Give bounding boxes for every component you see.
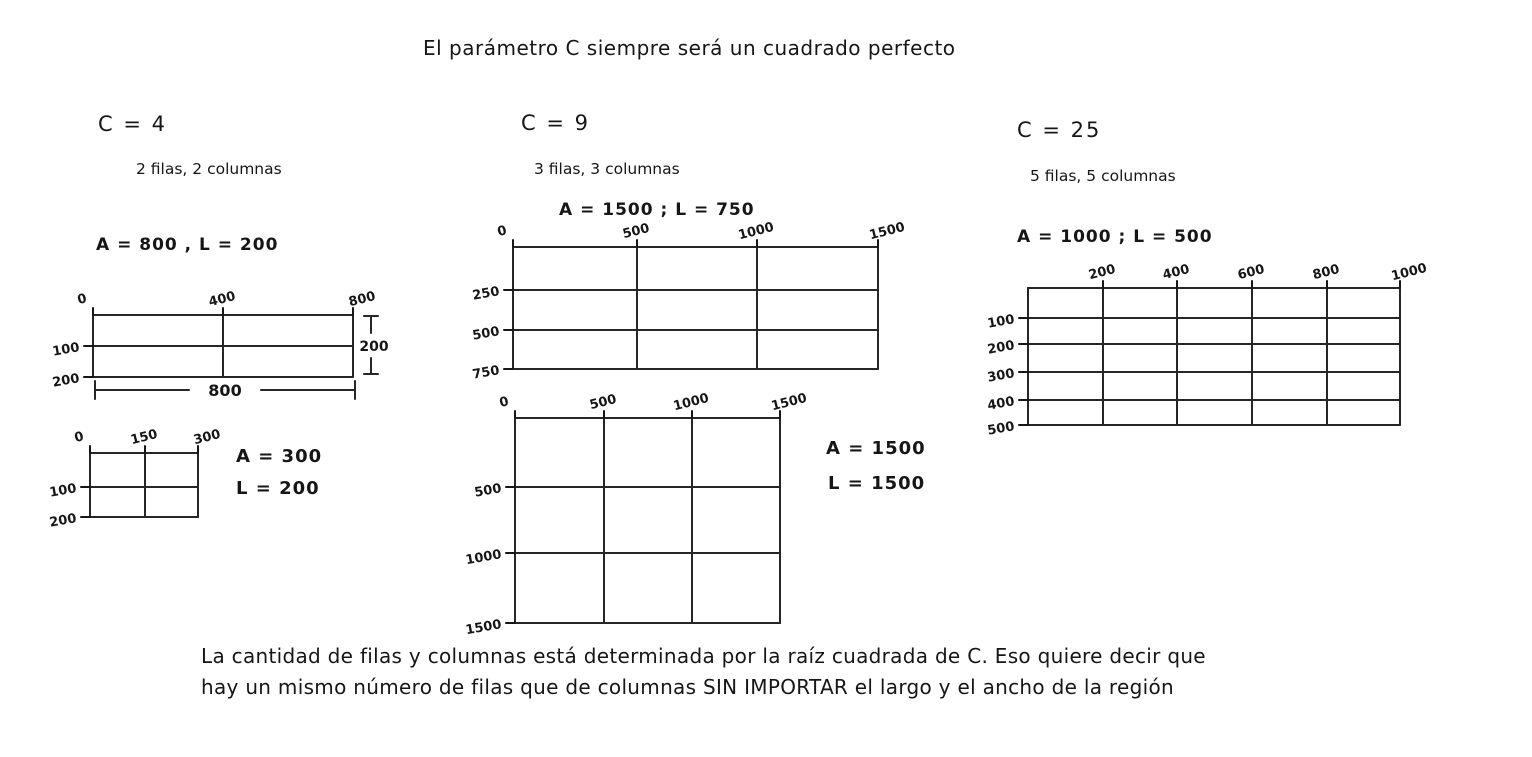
x-tick-label: 500 [588,392,619,414]
x-tick-label: 0 [497,394,511,411]
grid4-width-label: A = 1500 [826,438,926,459]
x-tick-label: 800 [347,289,378,311]
grid-c4-800x200 [51,289,377,391]
grid-c4-300x200 [48,427,222,531]
x-tick-label: 300 [192,427,223,449]
y-tick-label: 100 [48,481,78,501]
y-tick-label: 500 [986,419,1016,439]
y-tick-label: 200 [48,511,78,531]
grid-c9-1500x1500 [464,391,808,638]
section-c4-dimensions: A = 800 , L = 200 [96,235,279,255]
x-tick-label: 1000 [736,219,776,244]
y-tick-label: 400 [986,394,1016,414]
y-tick-label: 200 [986,338,1016,358]
section-c4-rows-cols: 2 filas, 2 columnas [136,160,282,178]
x-tick-label: 600 [1236,262,1267,284]
page-title: El parámetro C siempre será un cuadrado perfecto [423,36,956,60]
section-c9-label: C = 9 [521,111,590,135]
y-tick-label: 1500 [464,617,503,639]
bottom-dimension-ruler [95,381,355,400]
x-tick-label: 1000 [671,390,711,415]
section-c25-rows-cols: 5 filas, 5 columnas [1030,167,1176,185]
grid-c9-1500x750 [471,220,906,383]
x-tick-label: 0 [75,291,89,308]
x-tick-label: 1500 [769,390,809,415]
footer-note-line2: hay un mismo número de filas que de columnas SIN IMPORTAR el largo y el ancho de la región [201,675,1174,699]
x-tick-label: 0 [72,429,86,446]
section-c9-dimensions: A = 1500 ; L = 750 [559,200,755,220]
y-tick-label: 250 [471,284,501,304]
grid4-length-label: L = 1500 [828,473,926,494]
x-tick-label: 1000 [1389,260,1429,285]
right-dimension-value: 200 [359,339,389,355]
y-tick-label: 200 [51,371,81,391]
y-tick-label: 300 [986,366,1016,386]
bottom-dimension-value: 800 [208,381,242,400]
grid2-length-label: L = 200 [236,478,320,499]
x-tick-label: 800 [1311,262,1342,284]
grid2-width-label: A = 300 [236,446,323,467]
x-tick-label: 1500 [867,219,907,244]
section-c25-label: C = 25 [1017,118,1102,142]
grid-c25-1000x500 [986,261,1428,439]
y-tick-label: 100 [986,312,1016,332]
right-dimension-ruler [359,316,388,374]
section-c9-rows-cols: 3 filas, 3 columnas [534,160,680,178]
y-tick-label: 100 [51,340,81,360]
x-tick-label: 400 [207,289,238,311]
y-tick-label: 1000 [464,547,503,569]
footer-note-line1: La cantidad de filas y columnas está determinada por la raíz cuadrada de C. Eso quiere decir que [201,644,1206,668]
y-tick-label: 500 [471,324,501,344]
y-tick-label: 500 [473,481,503,501]
x-tick-label: 150 [129,427,160,449]
y-tick-label: 750 [471,363,501,383]
section-c4-label: C = 4 [98,112,167,136]
x-tick-label: 200 [1087,262,1118,284]
x-tick-label: 0 [495,223,509,240]
section-c25-dimensions: A = 1000 ; L = 500 [1017,227,1213,247]
x-tick-label: 500 [621,221,652,243]
x-tick-label: 400 [1161,262,1192,284]
